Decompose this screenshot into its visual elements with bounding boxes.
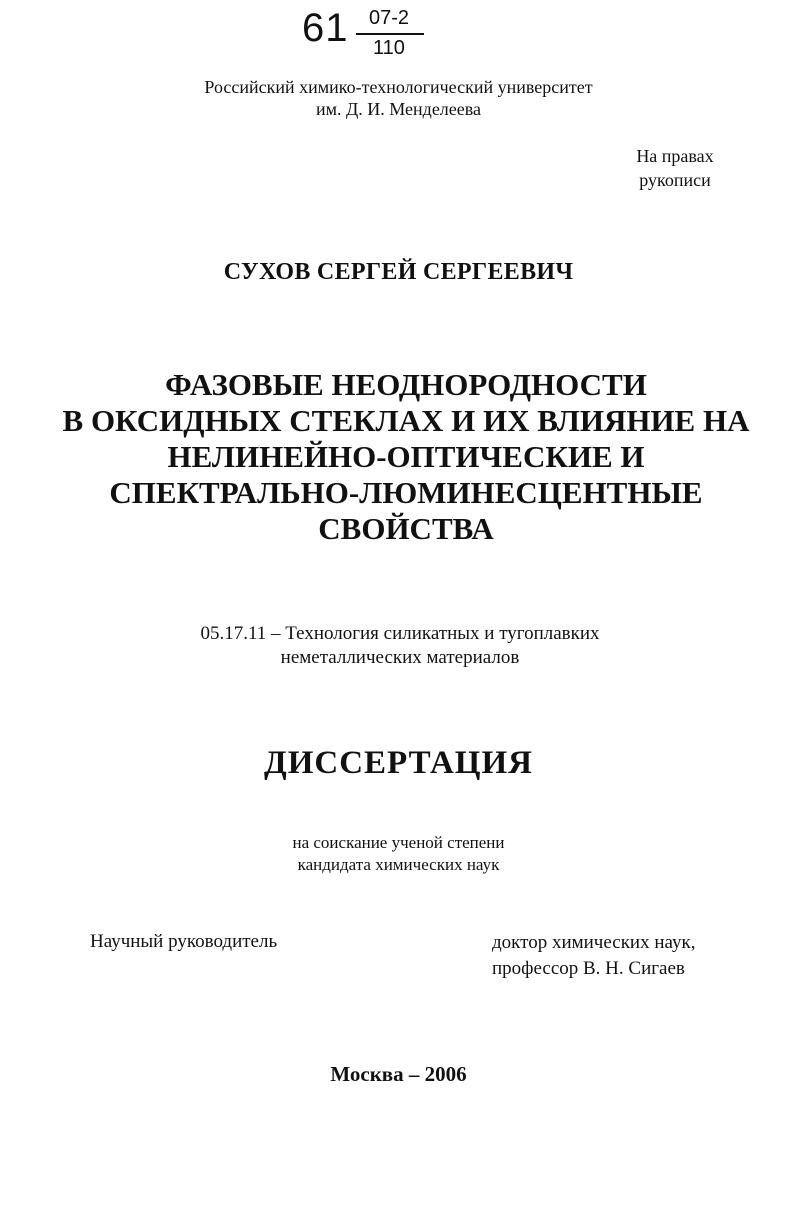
title-line: СВОЙСТВА	[318, 511, 494, 546]
degree-info	[0, 832, 797, 876]
document-type: ДИССЕРТАЦИЯ	[264, 745, 533, 781]
catalog-number-top: 07-2	[368, 7, 410, 29]
advisor-name: профессор В. Н. Сигаев	[492, 958, 685, 979]
manuscript-rights-line2: рукописи	[639, 170, 711, 190]
catalog-number-main: 61	[302, 6, 349, 50]
manuscript-rights	[600, 144, 750, 192]
university-header	[0, 76, 797, 120]
title-line: СПЕКТРАЛЬНО-ЛЮМИНЕСЦЕНТНЫЕ	[109, 475, 703, 510]
degree-line1: на соискание ученой степени	[292, 833, 505, 852]
manuscript-rights-line1: На правах	[636, 146, 714, 166]
author-name: СУХОВ СЕРГЕЙ СЕРГЕЕВИЧ	[223, 259, 574, 285]
title-line: НЕЛИНЕЙНО-ОПТИЧЕСКИЕ И	[167, 439, 645, 474]
catalog-number-bottom: 110	[373, 37, 405, 59]
degree-line2: кандидата химических наук	[297, 855, 500, 874]
dissertation-title	[40, 367, 772, 547]
university-name: Российский химико-технологический университет	[204, 77, 593, 97]
advisor-title: доктор химических наук,	[492, 932, 696, 953]
specialty-line2: неметаллических материалов	[280, 647, 520, 668]
title-line: В ОКСИДНЫХ СТЕКЛАХ И ИХ ВЛИЯНИЕ НА	[62, 403, 750, 438]
title-line: ФАЗОВЫЕ НЕОДНОРОДНОСТИ	[165, 367, 647, 402]
advisor-label: Научный руководитель	[90, 931, 278, 952]
advisor-info	[492, 930, 695, 982]
university-dedication: им. Д. И. Менделеева	[315, 99, 482, 119]
specialty-line1: 05.17.11 – Технология силикатных и тугоплавких	[200, 623, 600, 644]
specialty	[150, 622, 650, 670]
city-year: Москва – 2006	[330, 1062, 467, 1086]
catalog-fraction-line	[356, 33, 424, 35]
